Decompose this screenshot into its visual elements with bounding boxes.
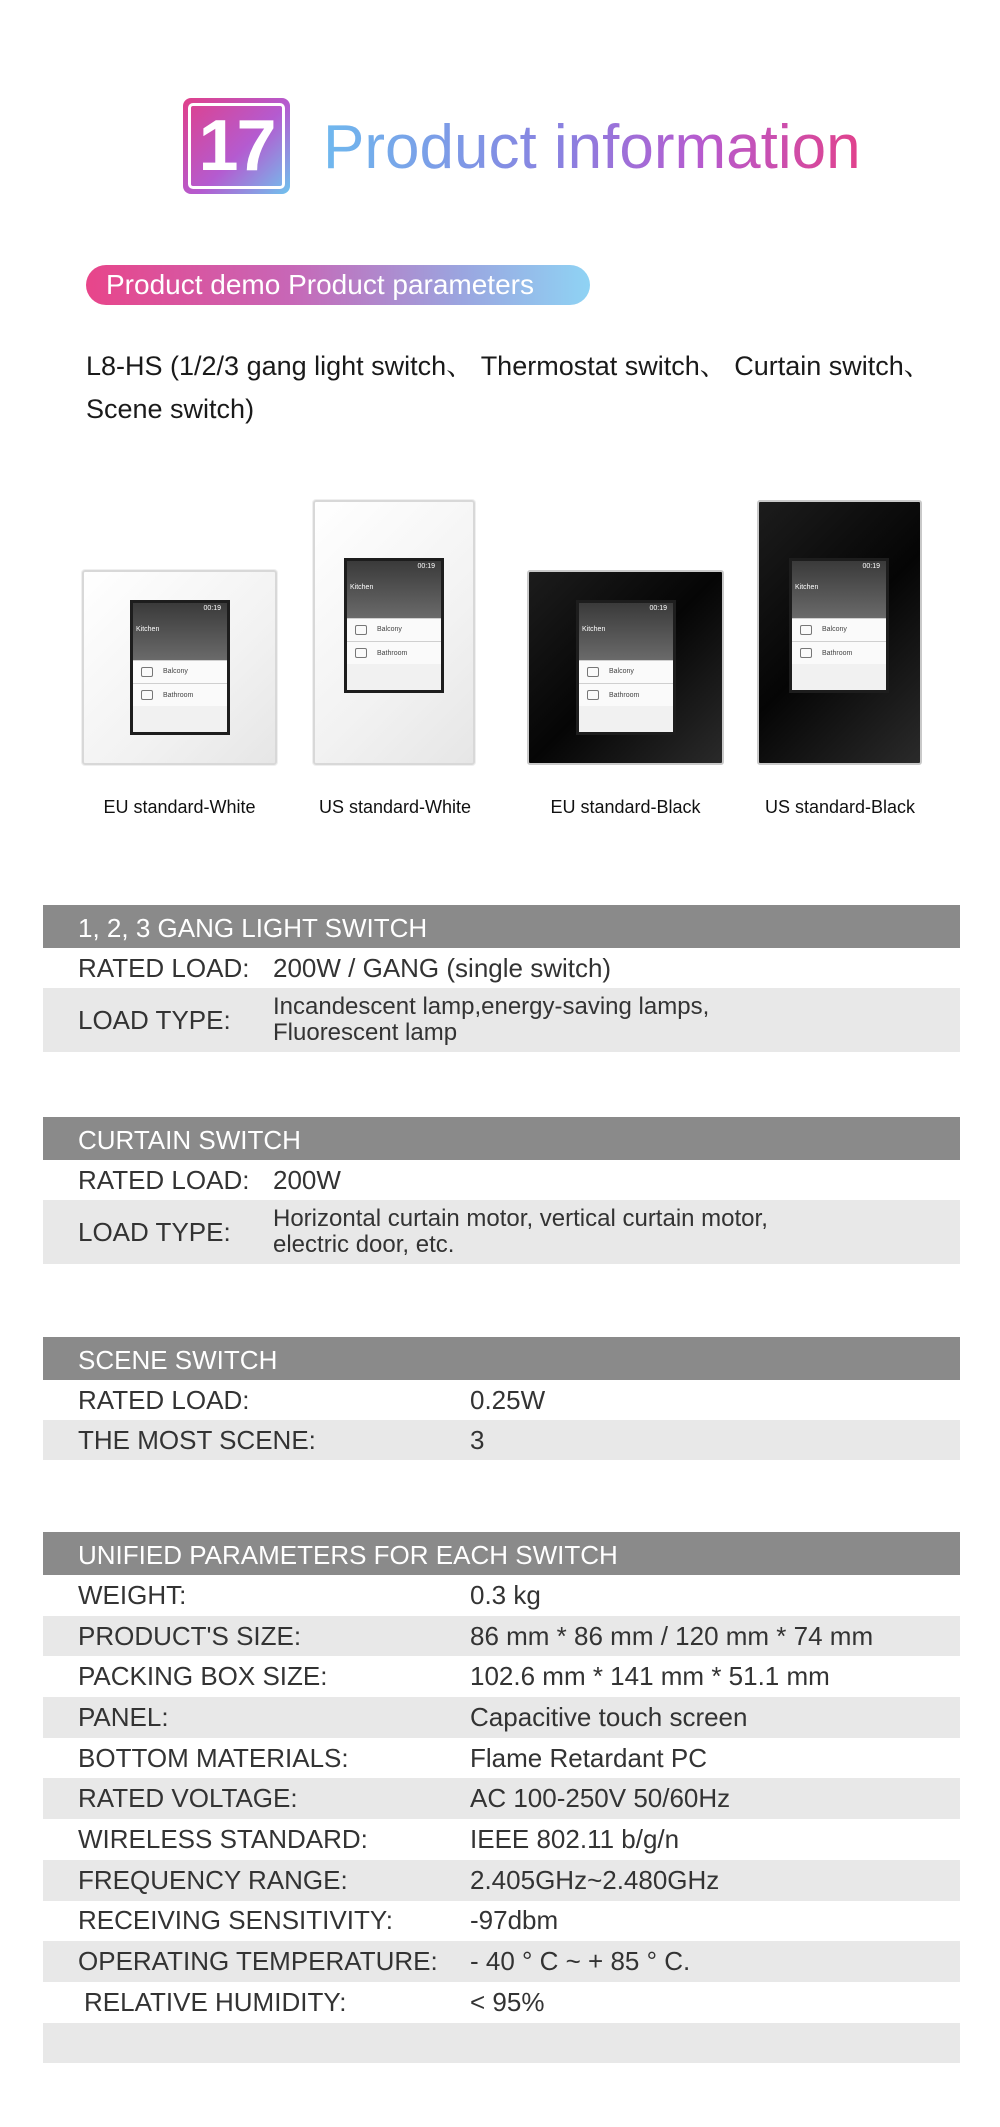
param-value: 200W <box>273 1164 341 1195</box>
param-value: 200W / GANG (single switch) <box>273 952 612 983</box>
product-label: EU standard-Black <box>550 797 701 817</box>
table-row <box>43 1778 960 1819</box>
product-eu-white <box>82 570 277 765</box>
plant-icon <box>800 625 812 635</box>
param-key: RATED LOAD: <box>78 952 250 983</box>
page-title: Product information <box>323 113 861 182</box>
table-row <box>43 1380 960 1420</box>
param-key: THE MOST SCENE: <box>78 1424 316 1455</box>
plant-icon <box>355 625 367 635</box>
param-value: 0.3 kg <box>470 1579 541 1610</box>
product-label: EU standard-White <box>103 797 256 817</box>
table-row <box>43 1982 960 2023</box>
param-key: PACKING BOX SIZE: <box>78 1661 328 1692</box>
product-label: US standard-White <box>318 797 472 817</box>
param-value: Horizontal curtain motor, vertical curtain motor, <box>273 1205 768 1232</box>
param-key: RELATIVE HUMIDITY: <box>84 1986 347 2017</box>
table-row <box>43 988 960 1052</box>
model-description: L8-HS (1/2/3 gang light switch、 Thermostat switch、 Curtain switch、 Scene switch) <box>86 351 931 424</box>
param-value: IEEE 802.11 b/g/n <box>470 1823 680 1854</box>
table-row <box>43 1901 960 1942</box>
unified-rows <box>43 1575 960 2023</box>
param-value: 0.25W <box>470 1384 546 1415</box>
table-header: 1, 2, 3 GANG LIGHT SWITCH <box>43 905 960 948</box>
table-row <box>43 1697 960 1738</box>
table-row <box>43 1656 960 1697</box>
param-key: LOAD TYPE: <box>78 1216 231 1247</box>
param-key: RECEIVING SENSITIVITY: <box>78 1905 393 1936</box>
bath-icon <box>587 690 599 700</box>
scene-switch-table <box>43 1337 960 1460</box>
plant-icon <box>587 667 599 677</box>
table-row <box>43 1819 960 1860</box>
table-row <box>43 1200 960 1264</box>
table-row <box>43 1160 960 1200</box>
param-key: FREQUENCY RANGE: <box>78 1864 348 1895</box>
table-row <box>43 948 960 988</box>
param-key: PANEL: <box>78 1701 169 1732</box>
param-key: RATED VOLTAGE: <box>78 1783 298 1814</box>
product-us-white <box>313 500 475 765</box>
table-row <box>43 1738 960 1779</box>
section-number: 17 <box>188 103 285 189</box>
param-key: BOTTOM MATERIALS: <box>78 1742 349 1773</box>
param-value: 102.6 mm * 141 mm * 51.1 mm <box>470 1661 830 1692</box>
param-key: OPERATING TEMPERATURE: <box>78 1946 438 1977</box>
param-key: PRODUCT'S SIZE: <box>78 1620 302 1651</box>
param-value: electric door, etc. <box>273 1231 455 1258</box>
bath-icon <box>800 648 812 658</box>
plant-icon <box>141 667 153 677</box>
param-value: < 95% <box>470 1986 545 2017</box>
product-label: US standard-Black <box>764 797 916 817</box>
section-number-badge <box>183 98 290 194</box>
param-key: WIRELESS STANDARD: <box>78 1823 368 1854</box>
param-value: Incandescent lamp,energy-saving lamps, <box>273 993 710 1020</box>
touch-screen: 00:19 Kitchen Balcony Bathroom <box>789 558 889 693</box>
subsection-pill: Product demo Product parameters <box>86 265 590 305</box>
product-eu-black <box>527 570 724 765</box>
light-switch-table <box>43 905 960 1052</box>
unified-parameters-table <box>43 1532 960 2063</box>
section-header <box>183 98 861 198</box>
product-us-black <box>757 500 922 765</box>
table-row <box>43 1616 960 1657</box>
param-key: WEIGHT: <box>78 1579 187 1610</box>
param-value: Fluorescent lamp <box>273 1019 458 1046</box>
bath-icon <box>355 648 367 658</box>
table-header: UNIFIED PARAMETERS FOR EACH SWITCH <box>43 1532 960 1575</box>
touch-screen: 00:19 Kitchen Balcony Bathroom <box>130 600 230 735</box>
curtain-switch-table <box>43 1117 960 1264</box>
param-key: LOAD TYPE: <box>78 1004 231 1035</box>
param-value: 3 <box>470 1424 485 1455</box>
empty-row <box>43 2023 960 2063</box>
table-row <box>43 1420 960 1460</box>
touch-screen: 00:19 Kitchen Balcony Bathroom <box>576 600 676 735</box>
param-key: RATED LOAD: <box>78 1384 250 1415</box>
param-value: - 40 ° C ~ + 85 ° C. <box>470 1946 691 1977</box>
param-value: 2.405GHz~2.480GHz <box>470 1864 720 1895</box>
table-header: CURTAIN SWITCH <box>43 1117 960 1160</box>
param-value: Flame Retardant PC <box>470 1742 707 1773</box>
table-header: SCENE SWITCH <box>43 1337 960 1380</box>
table-row <box>43 1575 960 1616</box>
table-row <box>43 1860 960 1901</box>
param-key: RATED LOAD: <box>78 1164 250 1195</box>
bath-icon <box>141 690 153 700</box>
table-row <box>43 1941 960 1982</box>
param-value: -97dbm <box>470 1905 559 1936</box>
param-value: 86 mm * 86 mm / 120 mm * 74 mm <box>470 1620 874 1651</box>
touch-screen: 00:19 Kitchen Balcony Bathroom <box>344 558 444 693</box>
param-value: Capacitive touch screen <box>470 1701 748 1732</box>
param-value: AC 100-250V 50/60Hz <box>470 1783 731 1814</box>
